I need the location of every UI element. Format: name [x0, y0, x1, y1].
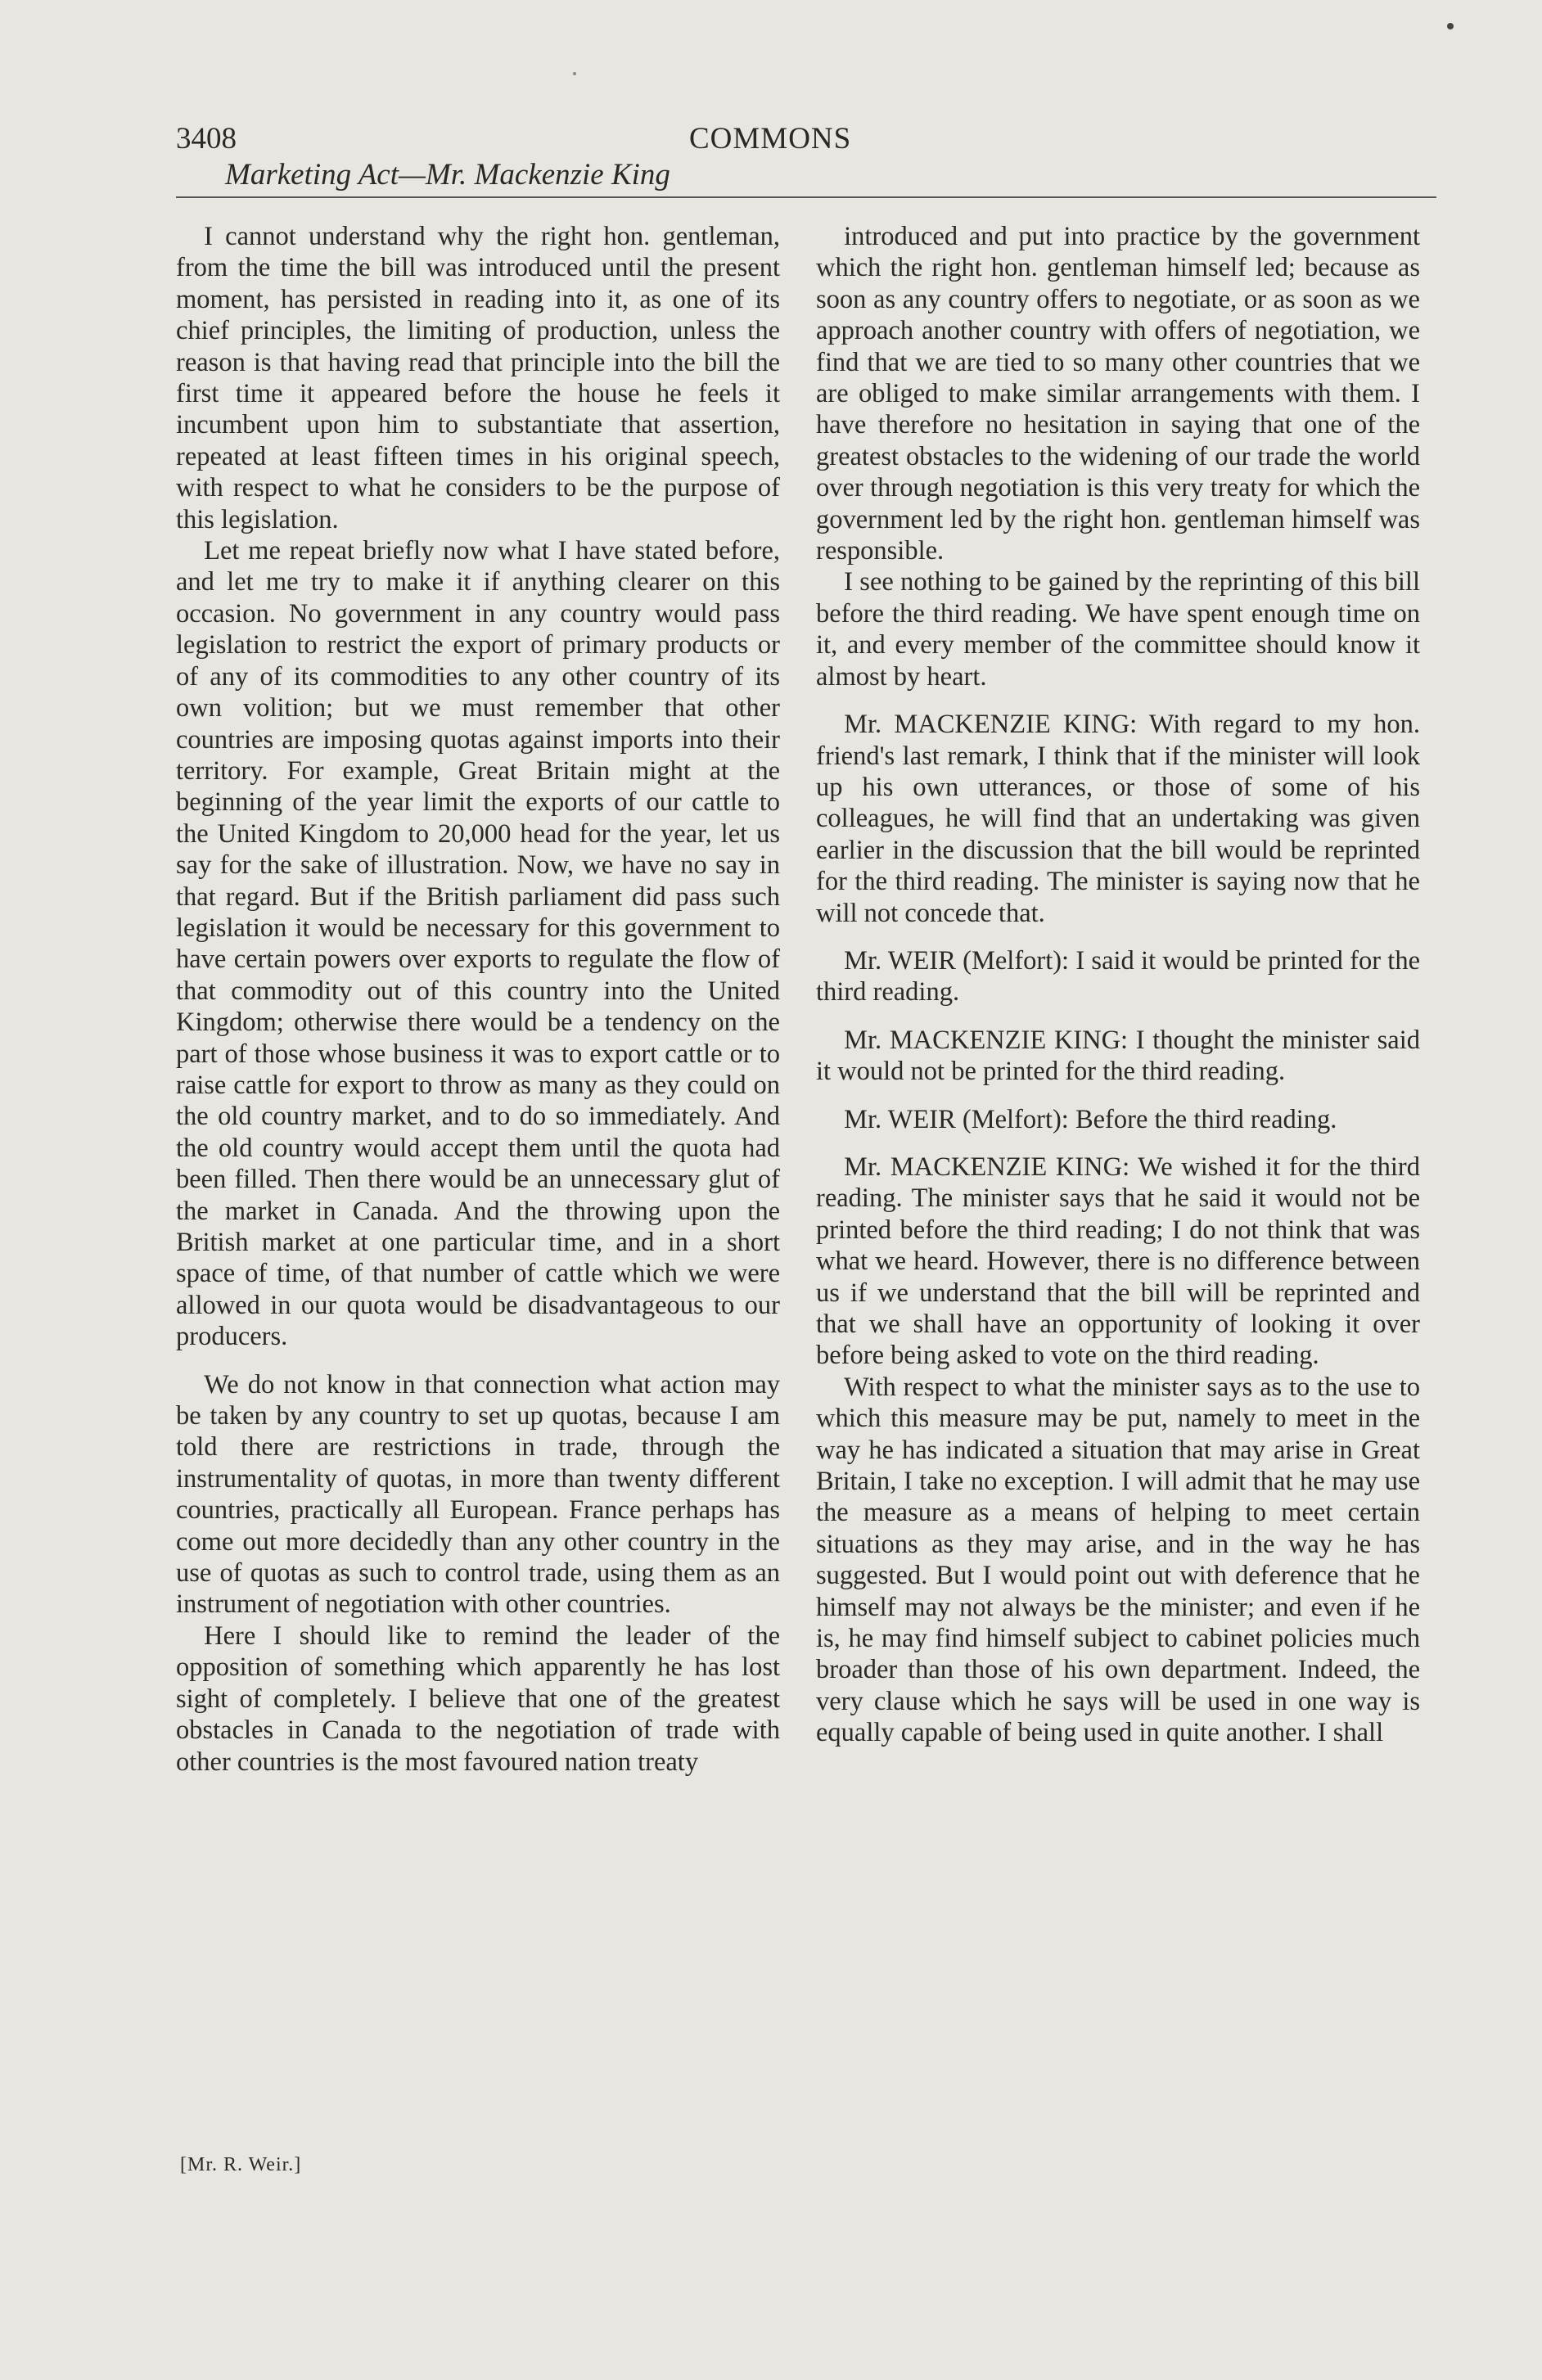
footer-speaker: [Mr. R. Weir.]	[180, 2154, 302, 2175]
header-rule	[176, 196, 1436, 198]
speech-paragraph: Mr. WEIR (Melfort): I said it would be printed for the third reading.	[816, 945, 1420, 1007]
left-column	[176, 221, 780, 1778]
running-subtitle: Marketing Act—Mr. Mackenzie King	[225, 158, 670, 192]
speck-mark	[573, 72, 576, 75]
right-column	[816, 221, 1420, 1749]
paragraph: With respect to what the minister says as to the use to which this measure may be put, namely to meet in the way he has indicated a situation that may arise in Great Britain, I take no exception. I will admit that he may use the measure as a means of helping to meet certain situations as they may arise, and in the way he has suggested. But I would point out with deference that he himself may not always be the minister; and even if he is, he may find himself subject to cabinet policies much broader than those of his own department. Indeed, the very clause which he says will be used in one way is equally capable of being used in quite another. I shall	[816, 1372, 1420, 1748]
paragraph: Let me repeat briefly now what I have stated before, and let me try to make it if anything clearer on this occasion. No government in any country would pass legislation to restrict the export of primary products or of any of its commodities to any other country of its own volition; but we must remember that other countries are imposing quotas against imports into their territory. For example, Great Britain might at the beginning of the year limit the exports of our cattle to the United Kingdom to 20,000 head for the year, let us say for the sake of illustration. Now, we have no say in that regard. But if the British parliament did pass such legislation it would be necessary for this government to have certain powers over exports to regulate the flow of that commodity out of this country into the United Kingdom; otherwise there would be a tendency on the part of those whose business it was to export cattle or to raise cattle for export to throw as many as they could on the old country market, and to do so immediately. And the old country would accept them until the quota had been filled. Then there would be an unnecessary glut of the market in Canada. And the throwing upon the British market at one particular time, and in a short space of time, of that number of cattle which we were allowed in our quota would be disadvantageous to our producers.	[176, 536, 780, 1352]
page-title: COMMONS	[689, 122, 852, 156]
speech-paragraph: Mr. MACKENZIE KING: We wished it for the third reading. The minister says that he said it would not be printed before the third reading; I do not think that was what we heard. However, there is no difference between us if we understand that the bill will be reprinted and that we shall have an opportunity of looking it over before being asked to vote on the third reading.	[816, 1152, 1420, 1371]
speech-paragraph: Mr. WEIR (Melfort): Before the third reading.	[844, 1104, 1337, 1134]
speck-mark	[1447, 23, 1454, 29]
speech-paragraph: Mr. MACKENZIE KING: With regard to my hon. friend's last remark, I think that if the minister will look up his own utterances, or those of some of his colleagues, he will find that an undertaking was given earlier in the discussion that the bill would be reprinted for the third reading. The minister is saying now that he will not concede that.	[816, 710, 1420, 928]
paragraph: introduced and put into practice by the government which the right hon. gentleman himself led; because as soon as any country offers to negotiate, or as soon as we approach another country with offers of negotiation, we find that we are tied to so many other countries that we are obliged to make similar arrangements with them. I have therefore no hesitation in saying that one of the greatest obstacles to the widening of our trade the world over through negotiation is this very treaty for which the government led by the right hon. gentleman himself was responsible.	[816, 222, 1420, 566]
paragraph: I see nothing to be gained by the reprinting of this bill before the third reading. We have spent enough time on it, and every member of the committee should know it almost by heart.	[816, 567, 1420, 692]
paragraph: Here I should like to remind the leader of the opposition of something which apparently he has lost sight of completely. I believe that one of the greatest obstacles in Canada to the negotiation of trade with other countries is the most favoured nation treaty	[176, 1620, 780, 1777]
paragraph: I cannot understand why the right hon. gentleman, from the time the bill was introduced until the present moment, has persisted in reading into it, as one of its chief principles, the limiting of production, unless the reason is that having read that principle into the bill the first time it appeared before the house he feels it incumbent upon him to substantiate that assertion, repeated at least fifteen times in his original speech, with respect to what he considers to be the purpose of this legislation.	[176, 222, 780, 534]
page-number: 3408	[176, 122, 237, 156]
speech-paragraph: Mr. MACKENZIE KING: I thought the minister said it would not be printed for the third reading.	[816, 1025, 1420, 1087]
paragraph: We do not know in that connection what action may be taken by any country to set up quotas, because I am told there are restrictions in trade, through the instrumentality of quotas, in more than twenty different countries, practically all European. France perhaps has come out more decidedly than any other country in the use of quotas as such to control trade, using them as an instrument of negotiation with other countries.	[176, 1369, 780, 1620]
